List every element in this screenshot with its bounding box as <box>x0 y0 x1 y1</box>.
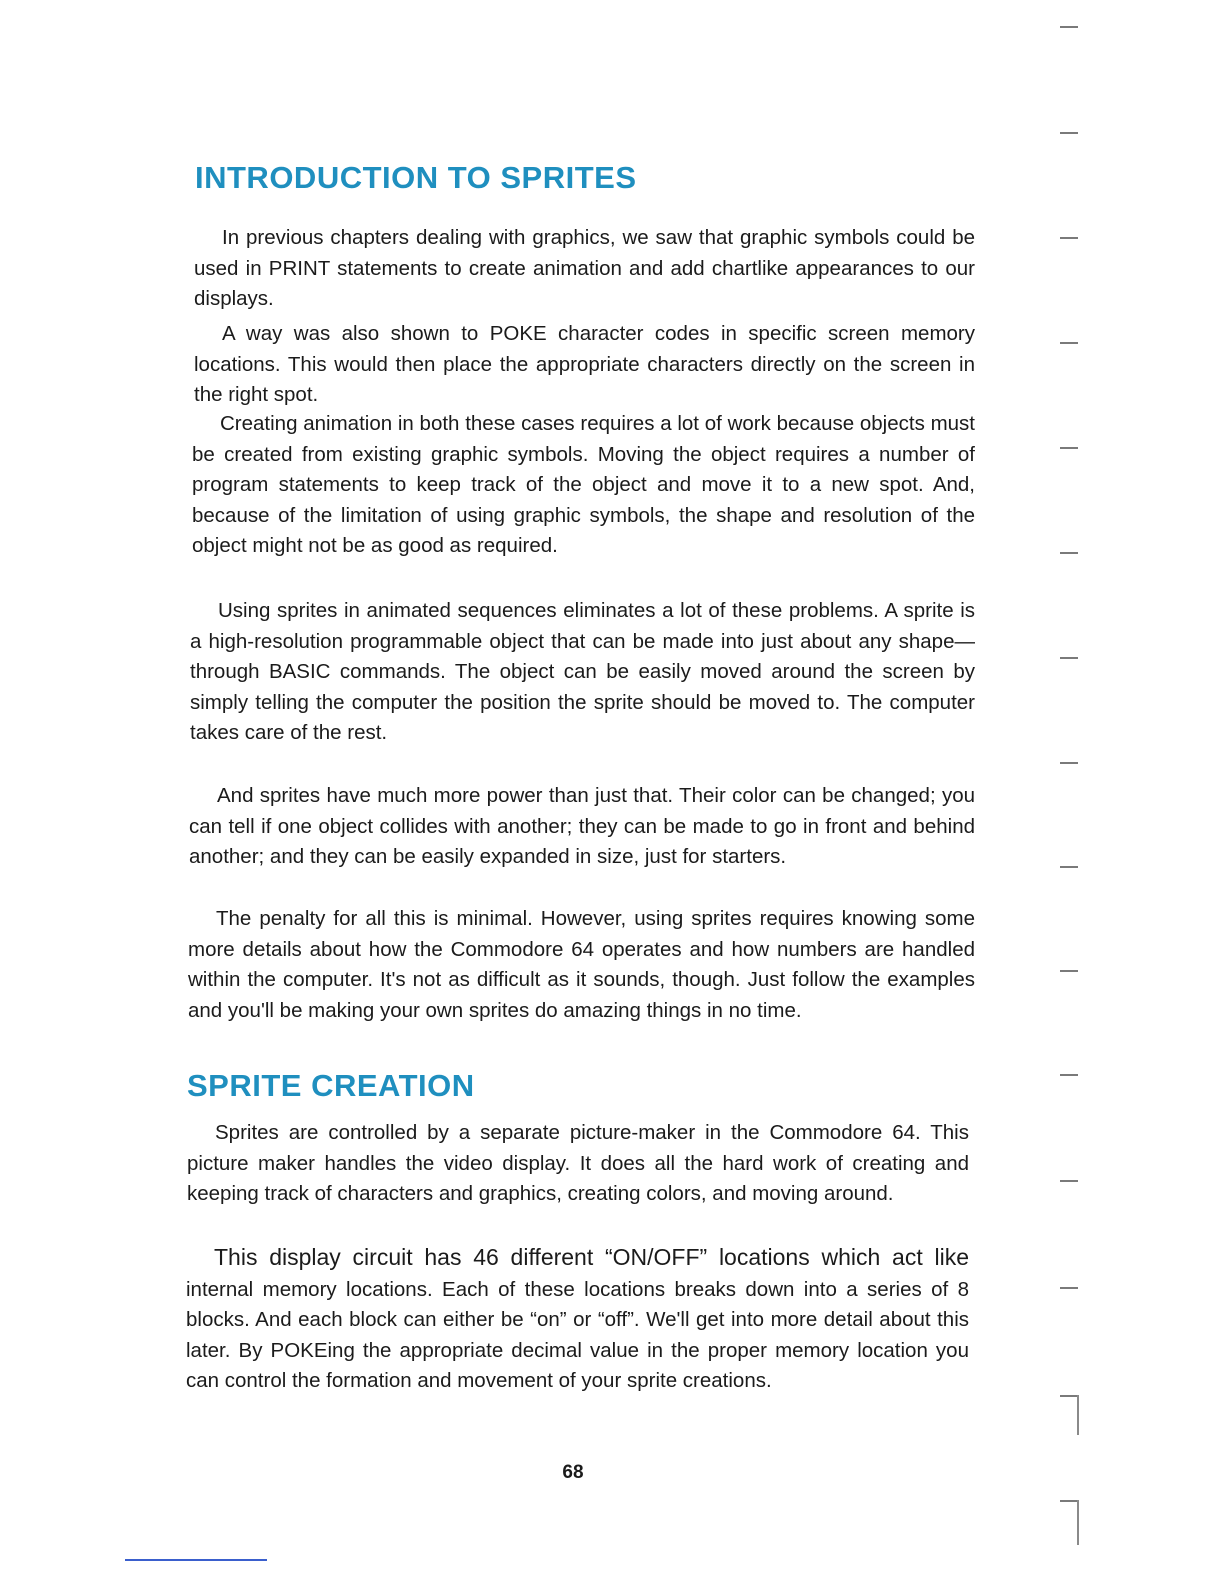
section-heading-sprite-creation: SPRITE CREATION <box>187 1068 475 1103</box>
edge-mark <box>1060 132 1078 134</box>
edge-mark <box>1060 762 1078 764</box>
edge-mark <box>1060 447 1078 449</box>
edge-line <box>1077 1395 1079 1435</box>
edge-line <box>1077 1500 1079 1545</box>
paragraph-3: Creating animation in both these cases requires a lot of work because objects must be created from existing graphic symbols. Moving the object requires a number of program statements to keep track of the object and move it to a new spot. And, because of the limitation of using graphic symbols, the shape and resolution of the object might not be as good as required. <box>192 412 975 557</box>
edge-mark <box>1060 970 1078 972</box>
paragraph-6: The penalty for all this is minimal. However, using sprites requires knowing some more details about how the Commodore 64 operates and how numbers are handled within the computer. It's not as difficult as it sounds, though. Just follow the examples and you'll be making your own sprites do amazing things in no time. <box>188 907 975 1022</box>
section-heading-introduction: INTRODUCTION TO SPRITES <box>195 160 637 195</box>
edge-mark <box>1060 552 1078 554</box>
edge-mark <box>1060 1287 1078 1289</box>
bottom-rule <box>125 1559 267 1561</box>
paragraph-8 <box>186 1242 969 1397</box>
edge-mark <box>1060 342 1078 344</box>
paragraph-2: A way was also shown to POKE character codes in specific screen memory locations. This would then place the appropriate characters directly on the screen in the right spot. <box>194 322 975 406</box>
edge-mark <box>1060 1500 1078 1502</box>
paragraph-8-lead: This display circuit has 46 different “ON/OFF” locations which act like <box>214 1244 969 1270</box>
edge-mark <box>1060 657 1078 659</box>
edge-mark <box>1060 1180 1078 1182</box>
edge-mark <box>1060 237 1078 239</box>
paragraph-8-rest: internal memory locations. Each of these locations breaks down into a series of 8 blocks. And each block can either be “on” or “off”. We'll get into more detail about this later. By POKEing the appropriate decimal value in the proper memory location you can control the formation and movement of your sprite creations. <box>186 1277 969 1392</box>
paragraph-7: Sprites are controlled by a separate picture-maker in the Commodore 64. This picture maker handles the video display. It does all the hard work of creating and keeping track of characters and graphics, creating colors, and moving around. <box>187 1121 969 1205</box>
paragraph-4: Using sprites in animated sequences eliminates a lot of these problems. A sprite is a high-resolution programmable object that can be made into just about any shape—through BASIC commands. The object can be easily moved around the screen by simply telling the computer the position the sprite should be moved to. The computer takes care of the rest. <box>190 599 975 744</box>
edge-mark <box>1060 1395 1078 1397</box>
edge-mark <box>1060 1074 1078 1076</box>
edge-mark <box>1060 26 1078 28</box>
edge-mark <box>1060 866 1078 868</box>
paragraph-5: And sprites have much more power than just that. Their color can be changed; you can tell if one object collides with another; they can be made to go in front and behind another; and they can be easily expanded in size, just for starters. <box>189 784 975 868</box>
paragraph-1: In previous chapters dealing with graphics, we saw that graphic symbols could be used in PRINT statements to create animation and add chartlike appearances to our displays. <box>194 226 975 310</box>
page-number: 68 <box>562 1462 584 1483</box>
